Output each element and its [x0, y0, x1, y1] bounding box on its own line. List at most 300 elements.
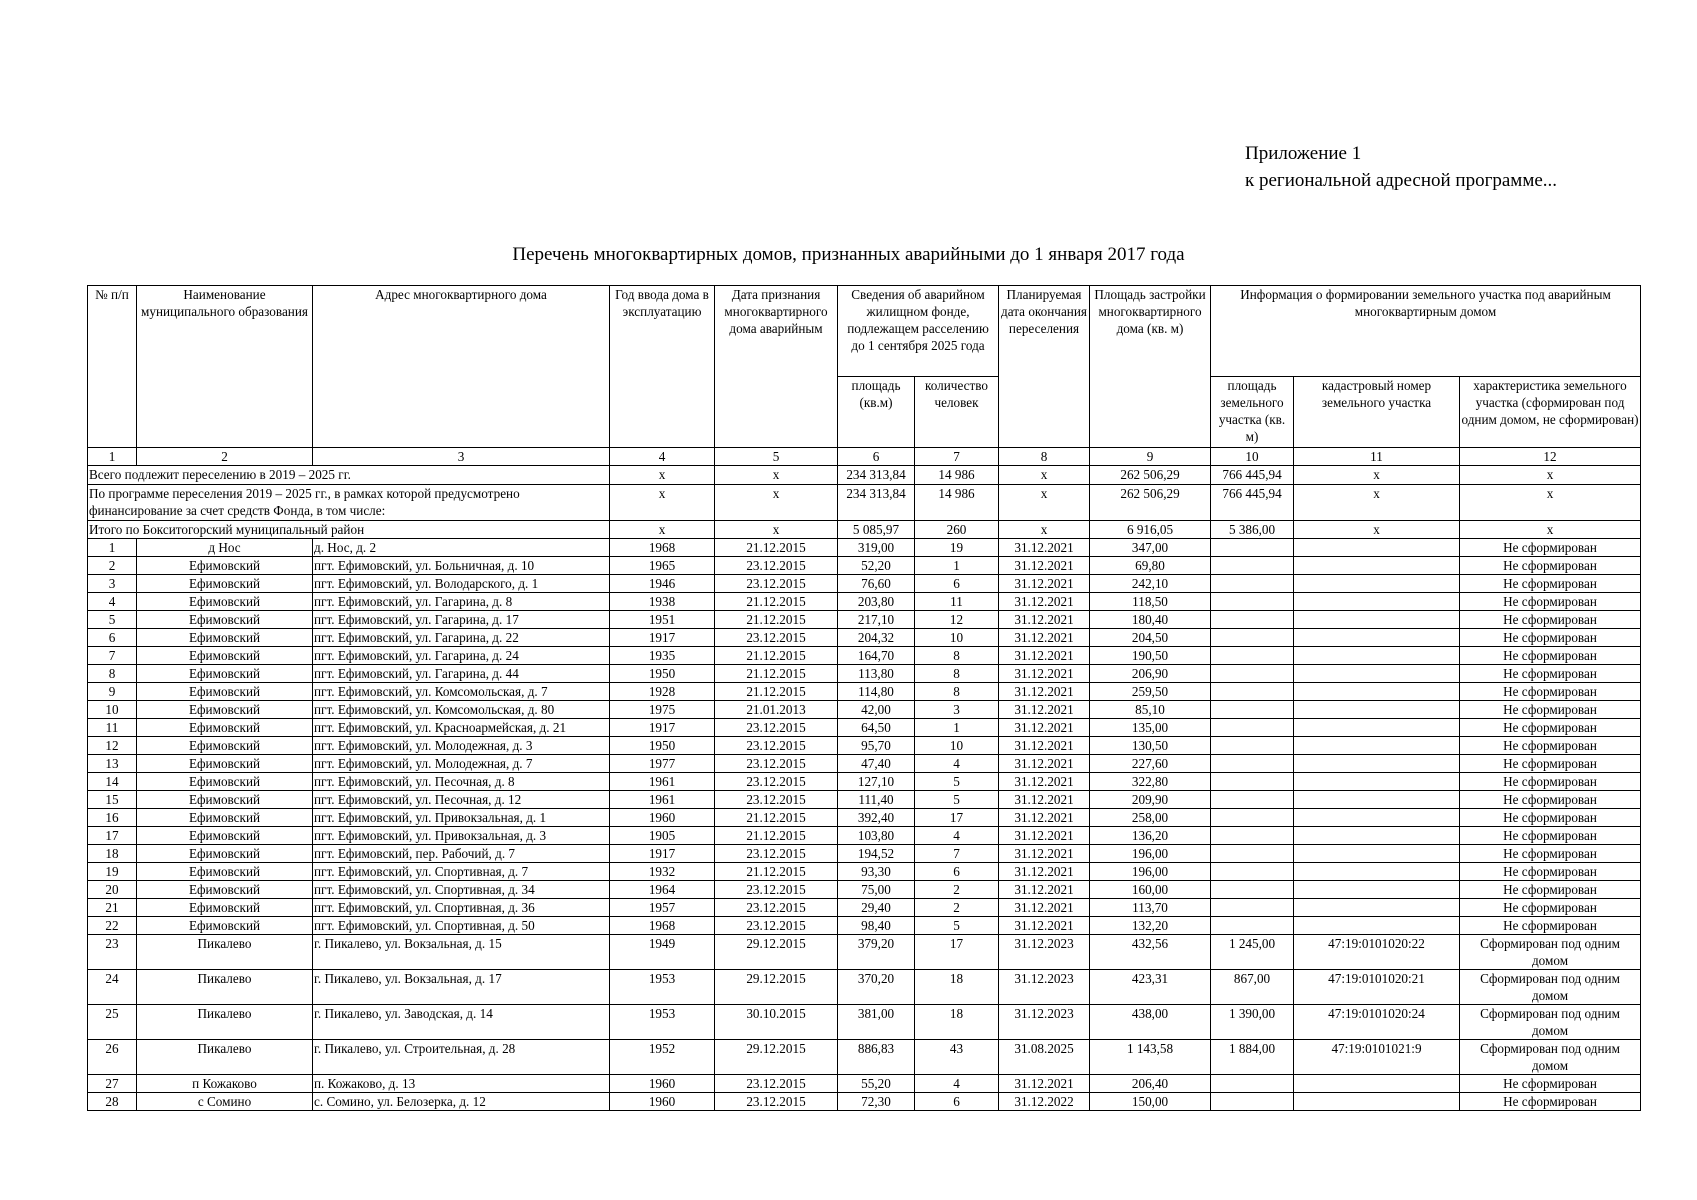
row-year: 1977 [610, 755, 715, 773]
row-address: пгт. Ефимовский, ул. Спортивная, д. 50 [313, 917, 610, 935]
row-people: 2 [915, 881, 999, 899]
header-recognition-date: Дата признания многоквартирного дома аварийным [715, 286, 838, 448]
row-plot-status: Не сформирован [1460, 917, 1641, 935]
row-plot-status: Не сформирован [1460, 719, 1641, 737]
row-year: 1975 [610, 701, 715, 719]
program-total-label: По программе переселения 2019 – 2025 гг., в рамках которой предусмотрено финансирование за счет средств Фонда, в том числе: [88, 485, 610, 521]
district-total-building-area: 6 916,05 [1090, 521, 1211, 539]
district-total-plot-status: х [1460, 521, 1641, 539]
total-area: 234 313,84 [838, 466, 915, 485]
row-plot-area [1211, 755, 1294, 773]
row-number: 10 [88, 701, 137, 719]
row-cadastral [1294, 665, 1460, 683]
table-row [88, 755, 1641, 773]
row-building-area: 160,00 [1090, 881, 1211, 899]
total-date: х [715, 466, 838, 485]
row-year: 1964 [610, 881, 715, 899]
table-row [88, 917, 1641, 935]
row-planned-date: 31.12.2021 [999, 647, 1090, 665]
row-building-area: 130,50 [1090, 737, 1211, 755]
row-area: 52,20 [838, 557, 915, 575]
row-cadastral [1294, 1093, 1460, 1111]
table-body [88, 466, 1641, 1111]
row-cadastral [1294, 863, 1460, 881]
row-number: 9 [88, 683, 137, 701]
row-planned-date: 31.12.2021 [999, 683, 1090, 701]
row-cadastral [1294, 773, 1460, 791]
column-number: 3 [313, 448, 610, 466]
row-area: 42,00 [838, 701, 915, 719]
row-year: 1950 [610, 665, 715, 683]
row-recognition-date: 23.12.2015 [715, 1075, 838, 1093]
column-numbers-row [88, 448, 1641, 466]
row-recognition-date: 21.12.2015 [715, 665, 838, 683]
row-planned-date: 31.12.2021 [999, 809, 1090, 827]
row-address: г. Пикалево, ул. Строительная, д. 28 [313, 1040, 610, 1075]
row-people: 11 [915, 593, 999, 611]
row-planned-date: 31.12.2021 [999, 593, 1090, 611]
row-planned-date: 31.12.2021 [999, 863, 1090, 881]
row-people: 17 [915, 809, 999, 827]
table-row [88, 647, 1641, 665]
row-recognition-date: 21.12.2015 [715, 827, 838, 845]
row-municipality: Ефимовский [137, 629, 313, 647]
row-people: 5 [915, 773, 999, 791]
row-plot-status: Не сформирован [1460, 557, 1641, 575]
row-address: пгт. Ефимовский, ул. Гагарина, д. 22 [313, 629, 610, 647]
table-row [88, 1093, 1641, 1111]
appendix-header [1245, 140, 1557, 194]
total-planned: х [999, 466, 1090, 485]
row-people: 6 [915, 575, 999, 593]
row-building-area: 1 143,58 [1090, 1040, 1211, 1075]
row-plot-area [1211, 593, 1294, 611]
row-cadastral [1294, 1075, 1460, 1093]
row-planned-date: 31.12.2021 [999, 737, 1090, 755]
row-municipality: Ефимовский [137, 791, 313, 809]
row-year: 1951 [610, 611, 715, 629]
row-recognition-date: 21.12.2015 [715, 611, 838, 629]
row-address: пгт. Ефимовский, ул. Песочная, д. 8 [313, 773, 610, 791]
row-cadastral [1294, 557, 1460, 575]
row-planned-date: 31.12.2021 [999, 791, 1090, 809]
column-number: 10 [1211, 448, 1294, 466]
column-number: 9 [1090, 448, 1211, 466]
district-total-plot-area: 5 386,00 [1211, 521, 1294, 539]
row-recognition-date: 21.12.2015 [715, 539, 838, 557]
row-address: д. Нос, д. 2 [313, 539, 610, 557]
table-row [88, 683, 1641, 701]
row-year: 1968 [610, 917, 715, 935]
row-building-area: 113,70 [1090, 899, 1211, 917]
row-municipality: Ефимовский [137, 827, 313, 845]
row-number: 3 [88, 575, 137, 593]
row-people: 3 [915, 701, 999, 719]
program-total-row [88, 485, 1641, 521]
header-plot-status: характеристика земельного участка (сформирован под одним домом, не сформирован) [1460, 377, 1641, 448]
table-row [88, 593, 1641, 611]
row-municipality: Пикалево [137, 970, 313, 1005]
row-address: с. Сомино, ул. Белозерка, д. 12 [313, 1093, 610, 1111]
row-address: пгт. Ефимовский, ул. Привокзальная, д. 1 [313, 809, 610, 827]
header-municipality: Наименование муниципального образования [137, 286, 313, 448]
row-address: пгт. Ефимовский, ул. Привокзальная, д. 3 [313, 827, 610, 845]
row-area: 111,40 [838, 791, 915, 809]
row-area: 203,80 [838, 593, 915, 611]
total-plot-area: 766 445,94 [1211, 466, 1294, 485]
total-label: Всего подлежит переселению в 2019 – 2025 гг. [88, 466, 610, 485]
row-municipality: Ефимовский [137, 737, 313, 755]
row-address: г. Пикалево, ул. Заводская, д. 14 [313, 1005, 610, 1040]
row-people: 6 [915, 1093, 999, 1111]
table-row [88, 881, 1641, 899]
row-address: пгт. Ефимовский, ул. Молодежная, д. 7 [313, 755, 610, 773]
table-row [88, 665, 1641, 683]
row-municipality: д Нос [137, 539, 313, 557]
district-total-date: х [715, 521, 838, 539]
row-planned-date: 31.12.2021 [999, 665, 1090, 683]
row-building-area: 347,00 [1090, 539, 1211, 557]
row-plot-area [1211, 629, 1294, 647]
row-plot-area: 867,00 [1211, 970, 1294, 1005]
row-plot-area [1211, 683, 1294, 701]
row-area: 47,40 [838, 755, 915, 773]
row-number: 5 [88, 611, 137, 629]
row-plot-area: 1 884,00 [1211, 1040, 1294, 1075]
row-municipality: Ефимовский [137, 881, 313, 899]
row-municipality: Ефимовский [137, 701, 313, 719]
row-cadastral [1294, 647, 1460, 665]
row-plot-area [1211, 539, 1294, 557]
district-total-year: х [610, 521, 715, 539]
row-building-area: 69,80 [1090, 557, 1211, 575]
row-year: 1946 [610, 575, 715, 593]
row-year: 1953 [610, 970, 715, 1005]
row-area: 76,60 [838, 575, 915, 593]
row-plot-area: 1 390,00 [1211, 1005, 1294, 1040]
row-year: 1917 [610, 629, 715, 647]
row-cadastral [1294, 719, 1460, 737]
row-cadastral [1294, 539, 1460, 557]
program-total-people: 14 986 [915, 485, 999, 521]
row-area: 127,10 [838, 773, 915, 791]
row-cadastral [1294, 575, 1460, 593]
row-building-area: 206,90 [1090, 665, 1211, 683]
program-total-planned: х [999, 485, 1090, 521]
row-area: 72,30 [838, 1093, 915, 1111]
row-plot-area [1211, 665, 1294, 683]
row-area: 55,20 [838, 1075, 915, 1093]
row-year: 1938 [610, 593, 715, 611]
row-planned-date: 31.12.2021 [999, 611, 1090, 629]
row-recognition-date: 23.12.2015 [715, 845, 838, 863]
row-people: 1 [915, 719, 999, 737]
row-planned-date: 31.12.2021 [999, 917, 1090, 935]
row-plot-status: Не сформирован [1460, 647, 1641, 665]
row-number: 25 [88, 1005, 137, 1040]
row-planned-date: 31.12.2021 [999, 755, 1090, 773]
row-area: 217,10 [838, 611, 915, 629]
row-recognition-date: 23.12.2015 [715, 575, 838, 593]
row-year: 1960 [610, 809, 715, 827]
row-municipality: Пикалево [137, 1005, 313, 1040]
row-plot-area [1211, 1075, 1294, 1093]
row-plot-status: Не сформирован [1460, 827, 1641, 845]
row-people: 6 [915, 863, 999, 881]
row-area: 392,40 [838, 809, 915, 827]
row-area: 93,30 [838, 863, 915, 881]
column-number: 6 [838, 448, 915, 466]
row-cadastral: 47:19:0101020:22 [1294, 935, 1460, 970]
total-people: 14 986 [915, 466, 999, 485]
row-building-area: 227,60 [1090, 755, 1211, 773]
emergency-housing-table [87, 285, 1641, 1111]
row-plot-area [1211, 881, 1294, 899]
row-plot-area [1211, 575, 1294, 593]
row-plot-status: Не сформирован [1460, 575, 1641, 593]
row-people: 12 [915, 611, 999, 629]
row-building-area: 196,00 [1090, 845, 1211, 863]
table-row [88, 701, 1641, 719]
row-cadastral [1294, 683, 1460, 701]
row-address: пгт. Ефимовский, ул. Гагарина, д. 8 [313, 593, 610, 611]
row-people: 1 [915, 557, 999, 575]
row-plot-status: Не сформирован [1460, 773, 1641, 791]
row-plot-area [1211, 647, 1294, 665]
header-emergency-fund: Сведения об аварийном жилищном фонде, подлежащем расселению до 1 сентября 2025 года [838, 286, 999, 377]
row-municipality: Ефимовский [137, 863, 313, 881]
row-year: 1957 [610, 899, 715, 917]
row-recognition-date: 29.12.2015 [715, 1040, 838, 1075]
row-area: 319,00 [838, 539, 915, 557]
row-year: 1960 [610, 1093, 715, 1111]
table-row [88, 791, 1641, 809]
row-planned-date: 31.12.2023 [999, 935, 1090, 970]
row-planned-date: 31.12.2021 [999, 773, 1090, 791]
row-cadastral [1294, 593, 1460, 611]
program-total-area: 234 313,84 [838, 485, 915, 521]
row-number: 6 [88, 629, 137, 647]
table-row [88, 899, 1641, 917]
row-year: 1960 [610, 1075, 715, 1093]
row-area: 29,40 [838, 899, 915, 917]
row-municipality: Ефимовский [137, 719, 313, 737]
row-planned-date: 31.12.2021 [999, 1075, 1090, 1093]
table-row [88, 1005, 1641, 1040]
row-year: 1949 [610, 935, 715, 970]
row-recognition-date: 23.12.2015 [715, 737, 838, 755]
appendix-line-2: к региональной адресной программе... [1245, 170, 1558, 191]
row-area: 194,52 [838, 845, 915, 863]
row-municipality: Пикалево [137, 1040, 313, 1075]
row-recognition-date: 23.12.2015 [715, 755, 838, 773]
district-total-people: 260 [915, 521, 999, 539]
row-planned-date: 31.12.2021 [999, 575, 1090, 593]
row-year: 1950 [610, 737, 715, 755]
row-plot-status: Не сформирован [1460, 1075, 1641, 1093]
row-building-area: 438,00 [1090, 1005, 1211, 1040]
row-recognition-date: 23.12.2015 [715, 773, 838, 791]
row-area: 75,00 [838, 881, 915, 899]
row-address: пгт. Ефимовский, ул. Гагарина, д. 24 [313, 647, 610, 665]
row-municipality: Ефимовский [137, 575, 313, 593]
row-area: 95,70 [838, 737, 915, 755]
table-row [88, 719, 1641, 737]
row-people: 18 [915, 970, 999, 1005]
row-number: 19 [88, 863, 137, 881]
row-year: 1932 [610, 863, 715, 881]
row-recognition-date: 23.12.2015 [715, 791, 838, 809]
row-year: 1968 [610, 539, 715, 557]
header-plot-area: площадь земельного участка (кв. м) [1211, 377, 1294, 448]
row-plot-area [1211, 827, 1294, 845]
row-municipality: Пикалево [137, 935, 313, 970]
row-building-area: 209,90 [1090, 791, 1211, 809]
program-total-building-area: 262 506,29 [1090, 485, 1211, 521]
row-plot-status: Сформирован под одним домом [1460, 935, 1641, 970]
row-building-area: 196,00 [1090, 863, 1211, 881]
row-number: 8 [88, 665, 137, 683]
row-plot-area [1211, 737, 1294, 755]
row-recognition-date: 21.12.2015 [715, 863, 838, 881]
row-planned-date: 31.12.2021 [999, 881, 1090, 899]
district-total-label: Итого по Бокситогорский муниципальный район [88, 521, 610, 539]
table-header [88, 286, 1641, 466]
row-number: 2 [88, 557, 137, 575]
row-recognition-date: 21.12.2015 [715, 647, 838, 665]
row-plot-area [1211, 863, 1294, 881]
row-recognition-date: 23.12.2015 [715, 899, 838, 917]
header-area: площадь (кв.м) [838, 377, 915, 448]
row-plot-status: Сформирован под одним домом [1460, 970, 1641, 1005]
row-cadastral [1294, 701, 1460, 719]
row-address: пгт. Ефимовский, ул. Спортивная, д. 34 [313, 881, 610, 899]
row-address: пгт. Ефимовский, ул. Володарского, д. 1 [313, 575, 610, 593]
column-number: 2 [137, 448, 313, 466]
header-cadastral: кадастровый номер земельного участка [1294, 377, 1460, 448]
row-number: 26 [88, 1040, 137, 1075]
row-recognition-date: 29.12.2015 [715, 970, 838, 1005]
row-people: 8 [915, 665, 999, 683]
row-address: пгт. Ефимовский, ул. Красноармейская, д. 21 [313, 719, 610, 737]
row-recognition-date: 23.12.2015 [715, 629, 838, 647]
total-cadastral: х [1294, 466, 1460, 485]
header-address: Адрес многоквартирного дома [313, 286, 610, 448]
row-people: 8 [915, 683, 999, 701]
header-land-plot-info: Информация о формировании земельного участка под аварийным многоквартирным домом [1211, 286, 1641, 377]
row-municipality: Ефимовский [137, 665, 313, 683]
row-number: 23 [88, 935, 137, 970]
row-building-area: 258,00 [1090, 809, 1211, 827]
row-building-area: 242,10 [1090, 575, 1211, 593]
row-recognition-date: 29.12.2015 [715, 935, 838, 970]
row-cadastral [1294, 791, 1460, 809]
row-address: пгт. Ефимовский, ул. Песочная, д. 12 [313, 791, 610, 809]
row-municipality: Ефимовский [137, 845, 313, 863]
district-total-cadastral: х [1294, 521, 1460, 539]
row-year: 1928 [610, 683, 715, 701]
row-address: пгт. Ефимовский, ул. Молодежная, д. 3 [313, 737, 610, 755]
row-plot-status: Не сформирован [1460, 593, 1641, 611]
row-building-area: 132,20 [1090, 917, 1211, 935]
row-cadastral [1294, 629, 1460, 647]
row-plot-area [1211, 719, 1294, 737]
row-number: 17 [88, 827, 137, 845]
table-row [88, 737, 1641, 755]
row-cadastral [1294, 899, 1460, 917]
row-cadastral: 47:19:0101021:9 [1294, 1040, 1460, 1075]
row-planned-date: 31.12.2023 [999, 970, 1090, 1005]
row-area: 114,80 [838, 683, 915, 701]
row-plot-area [1211, 899, 1294, 917]
row-year: 1965 [610, 557, 715, 575]
row-year: 1917 [610, 845, 715, 863]
row-planned-date: 31.12.2021 [999, 899, 1090, 917]
row-building-area: 136,20 [1090, 827, 1211, 845]
row-cadastral [1294, 917, 1460, 935]
table-row [88, 575, 1641, 593]
row-area: 370,20 [838, 970, 915, 1005]
row-address: пгт. Ефимовский, ул. Гагарина, д. 44 [313, 665, 610, 683]
row-address: пгт. Ефимовский, ул. Комсомольская, д. 80 [313, 701, 610, 719]
district-total-planned: х [999, 521, 1090, 539]
row-municipality: с Сомино [137, 1093, 313, 1111]
row-planned-date: 31.12.2022 [999, 1093, 1090, 1111]
row-people: 18 [915, 1005, 999, 1040]
row-number: 16 [88, 809, 137, 827]
row-number: 28 [88, 1093, 137, 1111]
row-number: 14 [88, 773, 137, 791]
row-area: 164,70 [838, 647, 915, 665]
row-planned-date: 31.12.2021 [999, 845, 1090, 863]
row-number: 13 [88, 755, 137, 773]
row-people: 8 [915, 647, 999, 665]
row-plot-area: 1 245,00 [1211, 935, 1294, 970]
table-row [88, 1075, 1641, 1093]
row-municipality: Ефимовский [137, 809, 313, 827]
row-plot-status: Не сформирован [1460, 611, 1641, 629]
row-people: 4 [915, 755, 999, 773]
row-area: 886,83 [838, 1040, 915, 1075]
row-number: 4 [88, 593, 137, 611]
column-number: 4 [610, 448, 715, 466]
row-plot-area [1211, 1093, 1294, 1111]
program-total-cadastral: х [1294, 485, 1460, 521]
row-address: г. Пикалево, ул. Вокзальная, д. 17 [313, 970, 610, 1005]
row-number: 22 [88, 917, 137, 935]
table-row [88, 935, 1641, 970]
row-building-area: 206,40 [1090, 1075, 1211, 1093]
row-municipality: Ефимовский [137, 917, 313, 935]
row-recognition-date: 21.12.2015 [715, 809, 838, 827]
row-cadastral [1294, 809, 1460, 827]
row-number: 7 [88, 647, 137, 665]
row-building-area: 150,00 [1090, 1093, 1211, 1111]
row-recognition-date: 23.12.2015 [715, 719, 838, 737]
row-people: 5 [915, 791, 999, 809]
table-row [88, 970, 1641, 1005]
row-plot-status: Не сформирован [1460, 539, 1641, 557]
program-total-plot-status: х [1460, 485, 1641, 521]
row-planned-date: 31.08.2025 [999, 1040, 1090, 1075]
row-building-area: 322,80 [1090, 773, 1211, 791]
total-plot-status: х [1460, 466, 1641, 485]
row-recognition-date: 21.12.2015 [715, 593, 838, 611]
row-plot-status: Не сформирован [1460, 737, 1641, 755]
row-plot-status: Не сформирован [1460, 809, 1641, 827]
header-number: № п/п [88, 286, 137, 448]
row-address: пгт. Ефимовский, ул. Больничная, д. 10 [313, 557, 610, 575]
